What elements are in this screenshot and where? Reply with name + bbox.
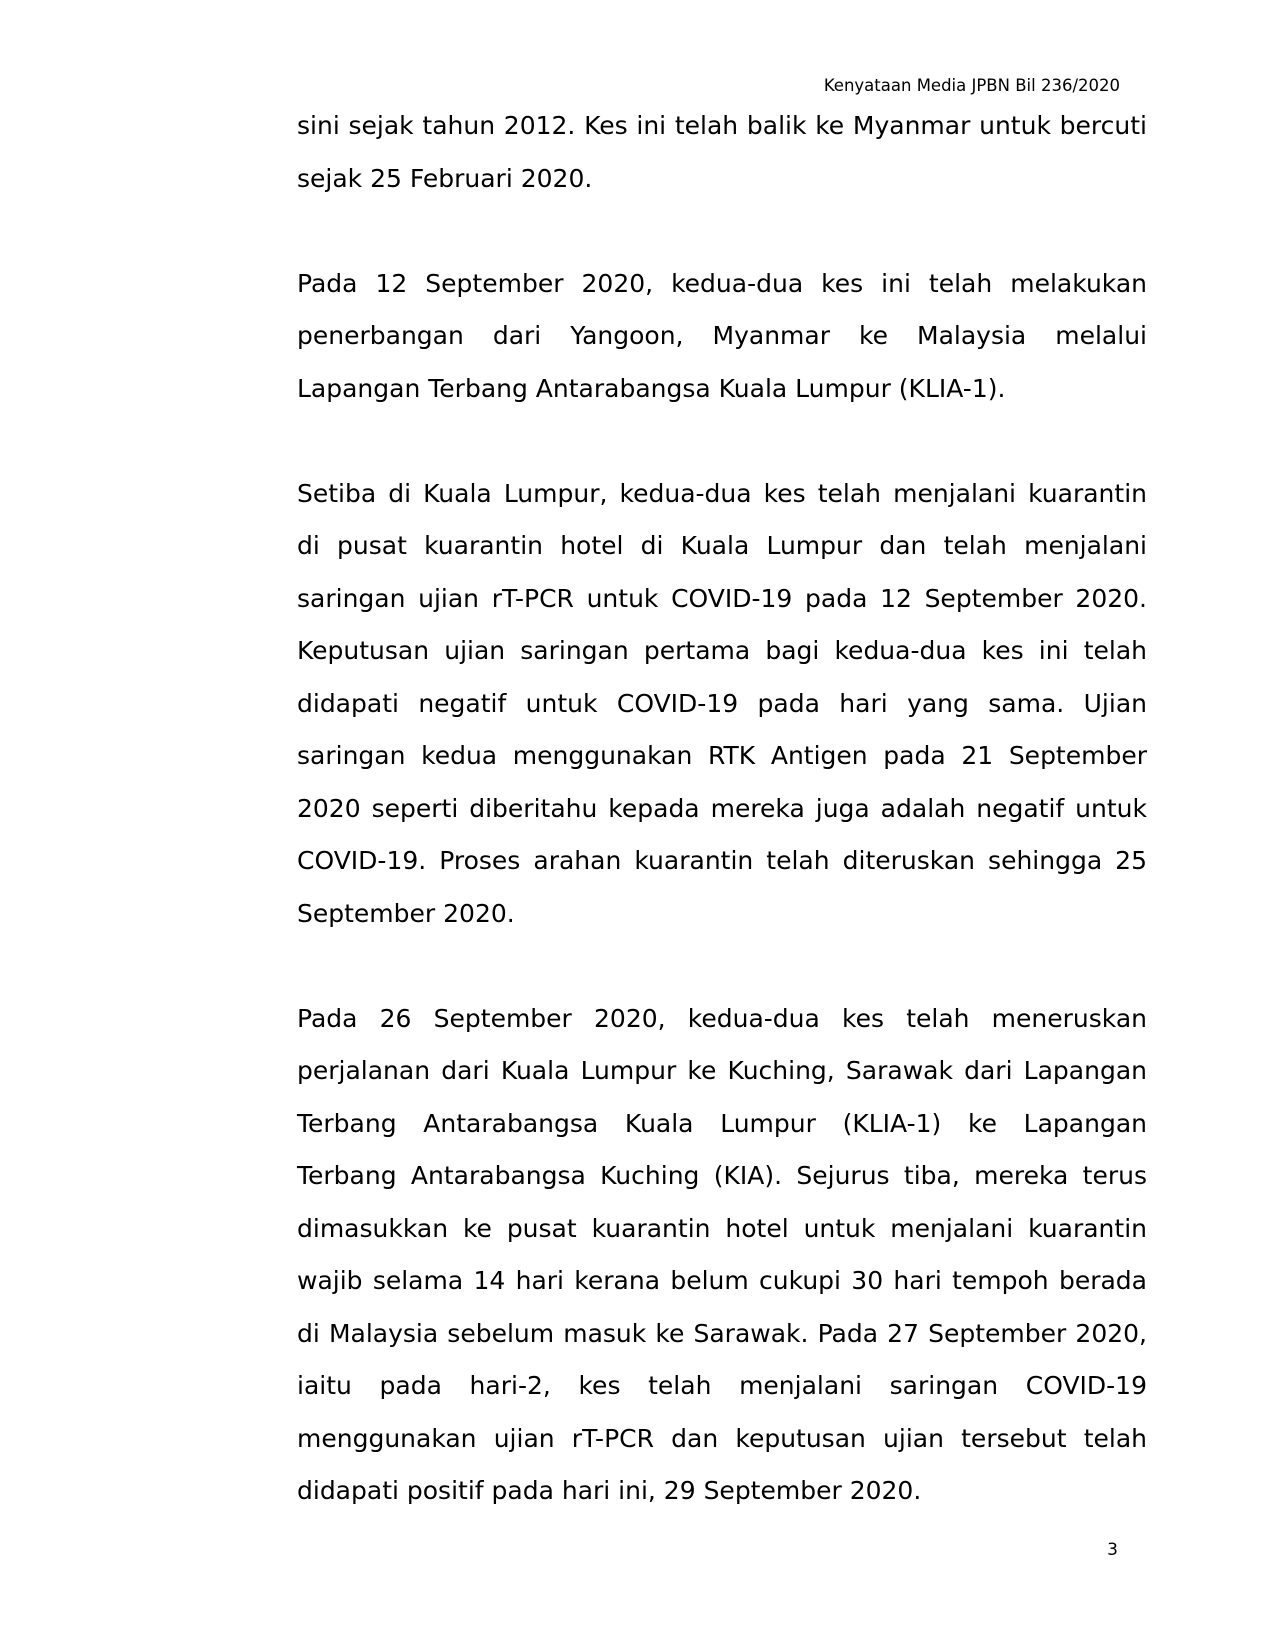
paragraph-line: Lapangan Terbang Antarabangsa Kuala Lumpur (KLIA-1). [297, 373, 1006, 403]
paragraph-3 [297, 468, 1147, 941]
paragraph-line: Setiba di Kuala Lumpur, kedua-dua kes telah menjalani kuarantin [297, 478, 1147, 508]
paragraph-line: saringan kedua menggunakan RTK Antigen pada 21 September [297, 741, 1147, 770]
paragraph-line: didapati negatif untuk COVID-19 pada hari yang sama. Ujian [297, 688, 1147, 718]
paragraph-line: Pada 12 September 2020, kedua-dua kes ini telah melakukan [297, 268, 1147, 298]
paragraph-4 [297, 993, 1147, 1518]
paragraph-line: wajib selama 14 hari kerana belum cukupi 30 hari tempoh berada [297, 1266, 1147, 1295]
paragraph-line: perjalanan dari Kuala Lumpur ke Kuching, Sarawak dari Lapangan [297, 1056, 1147, 1085]
paragraph-line: Terbang Antarabangsa Kuala Lumpur (KLIA-1) ke Lapangan [297, 1108, 1147, 1138]
paragraph-line: saringan ujian rT-PCR untuk COVID-19 pada 12 September 2020. [297, 583, 1147, 613]
paragraph-line: iaitu pada hari-2, kes telah menjalani saringan COVID-19 [297, 1371, 1147, 1400]
paragraph-line: dimasukkan ke pusat kuarantin hotel untuk menjalani kuarantin [297, 1213, 1147, 1243]
paragraph-line: di pusat kuarantin hotel di Kuala Lumpur dan telah menjalani [297, 531, 1147, 560]
document-reference-header: Kenyataan Media JPBN Bil 236/2020 [823, 76, 1120, 95]
paragraph-line: didapati positif pada hari ini, 29 September 2020. [297, 1476, 922, 1505]
paragraph-line: COVID-19. Proses arahan kuarantin telah diteruskan sehingga 25 [297, 846, 1147, 875]
paragraph-line: penerbangan dari Yangoon, Myanmar ke Malaysia melalui [297, 321, 1147, 350]
paragraph-line: menggunakan ujian rT-PCR dan keputusan ujian tersebut telah [297, 1423, 1147, 1453]
paragraph-1 [297, 100, 1147, 205]
page-number: 3 [1107, 1540, 1118, 1560]
paragraph-line: Keputusan ujian saringan pertama bagi kedua-dua kes ini telah [297, 636, 1147, 665]
paragraph-line: Terbang Antarabangsa Kuching (KIA). Sejurus tiba, mereka terus [297, 1161, 1147, 1190]
paragraph-line: sini sejak tahun 2012. Kes ini telah balik ke Myanmar untuk bercuti [297, 111, 1147, 140]
paragraph-line: 2020 seperti diberitahu kepada mereka juga adalah negatif untuk [297, 793, 1147, 823]
paragraph-line: sejak 25 Februari 2020. [297, 163, 593, 193]
paragraph-line: di Malaysia sebelum masuk ke Sarawak. Pada 27 September 2020, [297, 1318, 1147, 1348]
paragraph-line: September 2020. [297, 898, 515, 928]
paragraph-2 [297, 258, 1147, 416]
document-body [297, 100, 1147, 1518]
paragraph-line: Pada 26 September 2020, kedua-dua kes telah meneruskan [297, 1003, 1147, 1033]
